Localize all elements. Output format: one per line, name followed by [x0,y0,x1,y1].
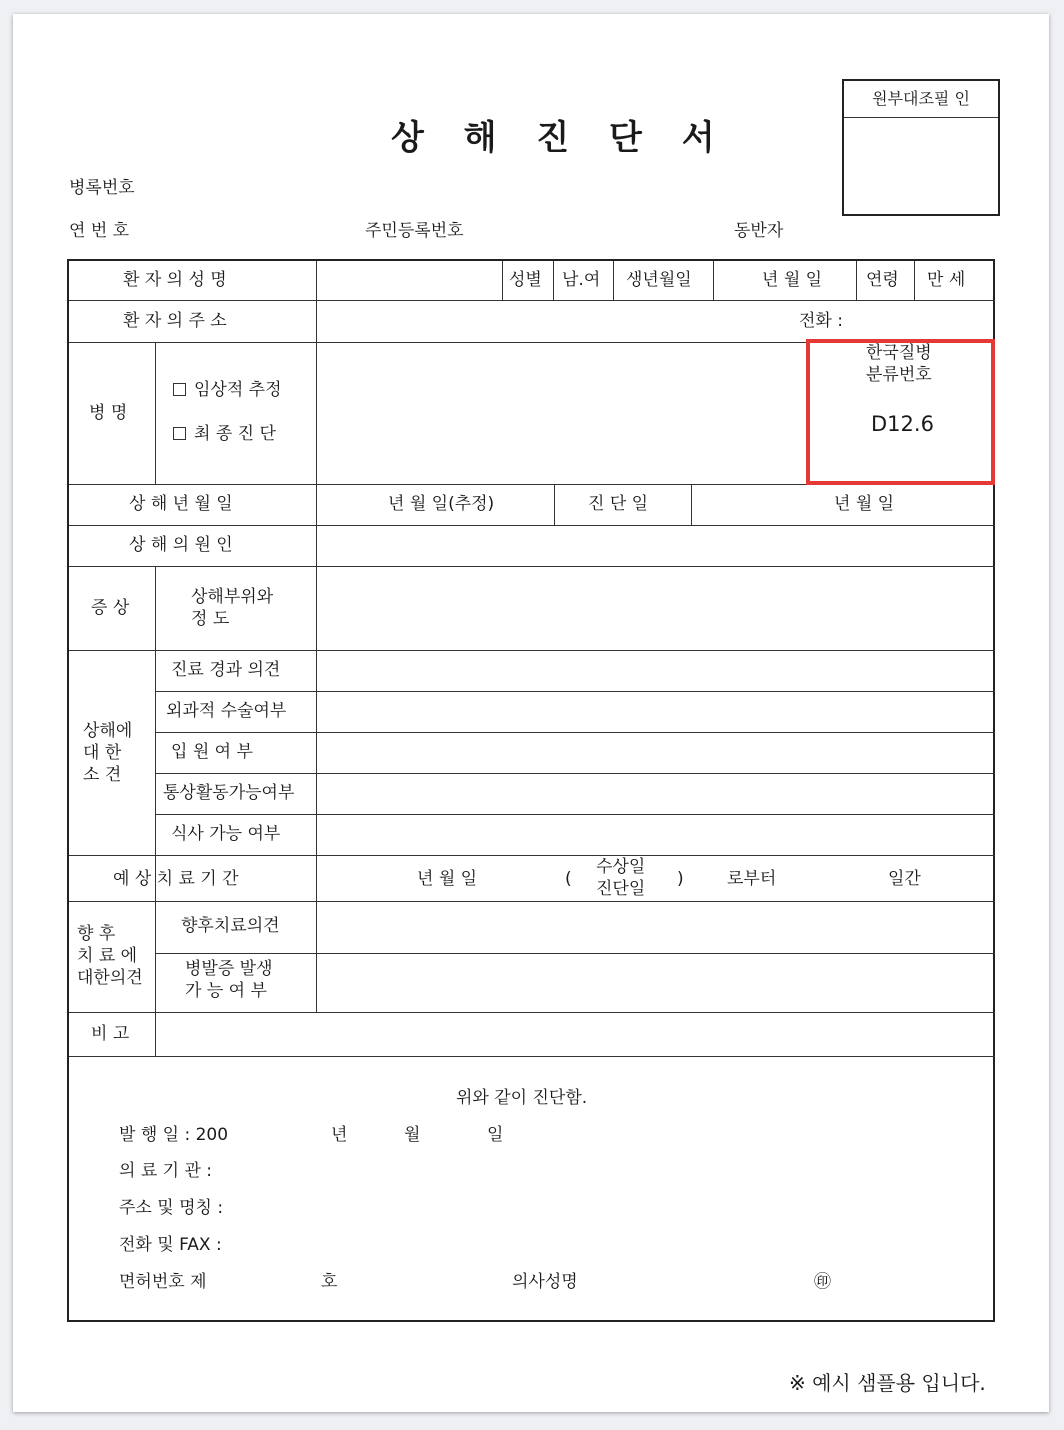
clinical-estimate-option[interactable] [173,381,282,401]
col-divider [713,261,714,300]
injury-day-ref: 수상일 [596,857,646,877]
row-divider [69,855,995,856]
row-divider [69,1012,995,1013]
col-divider [553,261,554,300]
col-divider [155,342,156,484]
phone-label: 전화 : [799,311,843,331]
from-label: 로부터 [727,869,777,889]
row-divider [69,300,995,301]
diag-date-label: 진 단 일 [588,494,649,514]
diagnosis-day-ref: 진단일 [596,879,646,899]
checkbox-icon[interactable] [173,427,186,440]
opinion-label-line2: 대 한 [83,743,122,763]
row-divider [69,525,995,526]
seal-icon: ㊞ [814,1272,831,1292]
paren-open: ( [565,869,572,889]
document-title: 상 해 진 단 서 [391,118,729,158]
col-divider [856,261,857,300]
license-label: 면허번호 제 [119,1272,207,1292]
row-divider [69,566,995,567]
future-label-line3: 대한의견 [77,968,143,988]
opinion-label-line3: 소 견 [83,765,122,785]
opinion-row-label: 통상활동가능여부 [163,783,295,803]
treatment-period-label: 예 상 치 료 기 간 [113,869,239,889]
record-no-label: 병록번호 [69,178,135,198]
row-divider [155,773,995,774]
future-label-line2: 치 료 에 [77,946,138,966]
birth-value: 년 월 일 [762,270,823,290]
license-suffix: 호 [321,1272,338,1292]
injury-cause-label: 상 해 의 원 인 [129,535,233,555]
age-label: 연령 [866,270,899,290]
kcd-highlight-box [806,339,995,485]
injury-site-label-line1: 상해부위와 [191,587,274,607]
opinion-row-label: 식사 가능 여부 [171,824,281,844]
disease-label: 병 명 [89,403,128,423]
name-label: 환 자 의 성 명 [123,270,227,290]
symptom-label: 증 상 [91,598,130,618]
kcd-code: D12.6 [871,412,934,436]
remarks-label: 비 고 [91,1024,130,1044]
row-divider [155,953,995,954]
col-divider [554,484,555,525]
institution-label: 의 료 기 관 : [119,1161,213,1181]
issue-day: 일 [487,1125,504,1145]
sex-value: 남.여 [562,270,601,290]
phone-fax-label: 전화 및 FAX : [119,1235,222,1255]
address-name-label: 주소 및 명칭 : [119,1198,224,1218]
stamp-header: 원부대조필 인 [844,81,998,118]
col-divider [155,566,156,1012]
sample-notice: ※ 예시 샘플용 입니다. [789,1371,986,1395]
row-divider [155,814,995,815]
opinion-label-line1: 상해에 [83,721,133,741]
serial-no-label: 연 번 호 [69,221,130,241]
opinion-row-label: 입 원 여 부 [171,742,253,762]
paren-close: ) [677,869,684,889]
col-divider [155,1012,156,1056]
injury-site-label-line2: 정 도 [191,609,230,629]
clinical-estimate-label: 임상적 추정 [194,380,282,400]
final-diagnosis-label: 최 종 진 단 [194,424,276,444]
kcd-label-line2: 분류번호 [866,365,932,385]
issue-month: 월 [404,1125,421,1145]
birth-label: 생년월일 [626,270,692,290]
address-label: 환 자 의 주 소 [123,311,227,331]
days-label: 일간 [888,869,921,889]
row-divider [155,691,995,692]
col-divider [914,261,915,300]
row-divider [69,650,995,651]
future-treatment-label: 향후치료의견 [181,916,280,936]
doctor-name-label: 의사성명 [512,1272,578,1292]
issue-date-label: 발 행 일 : 200 [119,1125,229,1145]
col-divider [613,261,614,300]
complication-label-line2: 가 능 여 부 [185,981,267,1001]
col-divider [691,484,692,525]
future-label-line1: 향 후 [77,924,116,944]
complication-label-line1: 병발증 발생 [185,959,273,979]
row-divider [155,732,995,733]
resident-no-label: 주민등록번호 [365,221,464,241]
stamp-box [842,79,1000,216]
final-diagnosis-option[interactable] [173,425,276,445]
opinion-row-label: 진료 경과 의견 [171,660,281,680]
document-sheet [13,14,1049,1412]
diagnosis-statement: 위와 같이 진단함. [456,1088,588,1108]
companion-label: 동반자 [734,221,784,241]
injury-date-label: 상 해 년 월 일 [129,494,233,514]
injury-date-value: 년 월 일(추정) [388,494,495,514]
age-value: 만 세 [927,270,966,290]
row-divider [69,901,995,902]
checkbox-icon[interactable] [173,383,186,396]
opinion-row-label: 외과적 수술여부 [166,701,287,721]
kcd-label-line1: 한국질병 [866,343,932,363]
issue-year: 년 [331,1125,348,1145]
treatment-period-date: 년 월 일 [417,869,478,889]
col-divider [502,261,503,300]
sex-label: 성별 [509,270,542,290]
row-divider [69,1056,995,1057]
col-divider [316,261,317,1012]
diag-date-value: 년 월 일 [834,494,895,514]
